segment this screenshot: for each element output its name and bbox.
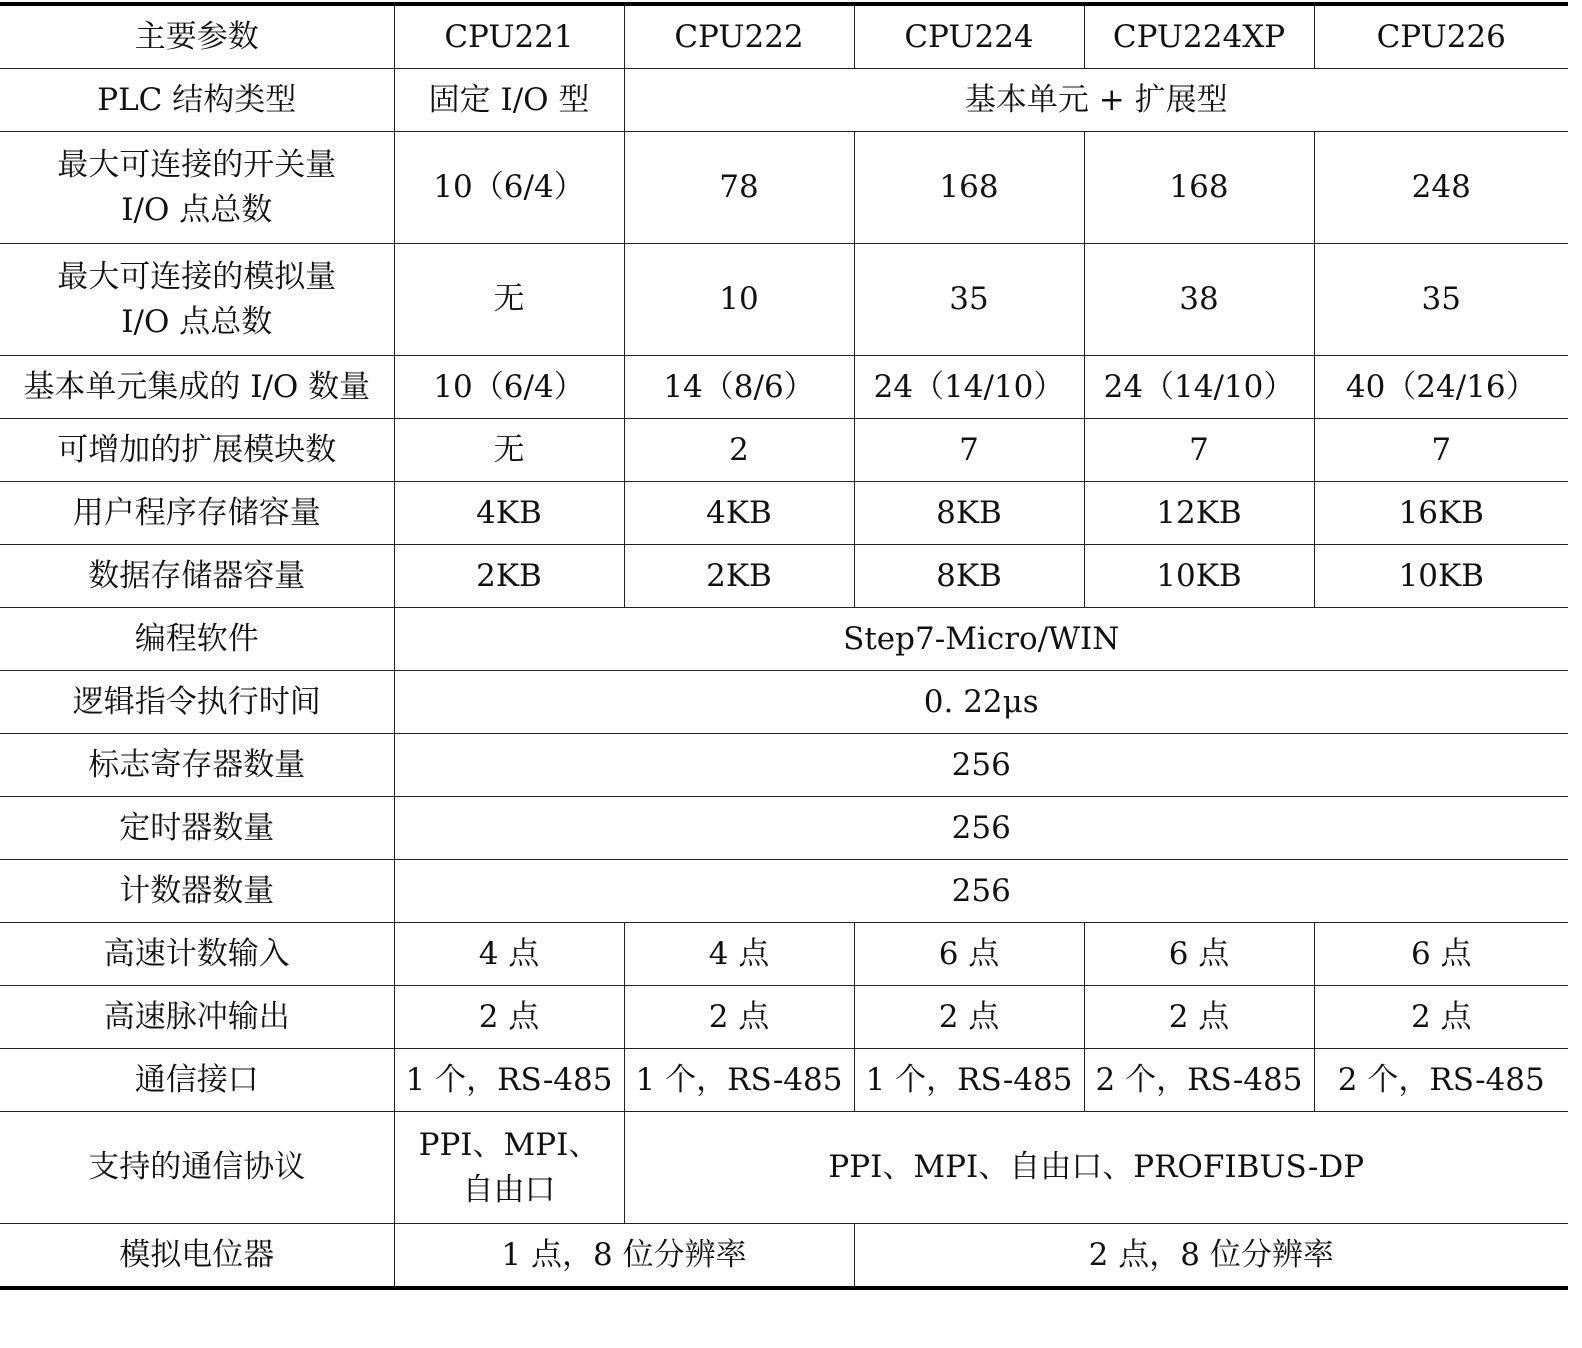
value-cell: 2 点，8 位分辨率 (854, 1224, 1568, 1289)
table-row (0, 419, 1568, 482)
param-label-cell: 高速计数输入 (0, 923, 394, 986)
value-cell: 248 (1314, 132, 1568, 244)
value-cell: 78 (624, 132, 854, 244)
value-cell: 12KB (1084, 482, 1314, 545)
value-cell: 256 (394, 734, 1568, 797)
table-row (0, 734, 1568, 797)
value-cell: 10（6/4） (394, 132, 624, 244)
value-cell: 256 (394, 797, 1568, 860)
param-label-cell: PLC 结构类型 (0, 69, 394, 132)
table-row (0, 356, 1568, 419)
table-row (0, 608, 1568, 671)
value-cell: 无 (394, 419, 624, 482)
value-cell: 2 点 (394, 986, 624, 1049)
value-cell: 2KB (624, 545, 854, 608)
value-cell: 35 (1314, 244, 1568, 356)
value-cell: 2 点 (854, 986, 1084, 1049)
value-cell: 6 点 (1314, 923, 1568, 986)
value-cell: 2 点 (1084, 986, 1314, 1049)
value-cell: 10KB (1084, 545, 1314, 608)
value-cell: 1 个，RS-485 (854, 1049, 1084, 1112)
value-cell: 2 点 (624, 986, 854, 1049)
value-cell: 4 点 (624, 923, 854, 986)
table-row (0, 1049, 1568, 1112)
table-row (0, 1112, 1568, 1224)
value-cell: 2 (624, 419, 854, 482)
param-label-cell: 最大可连接的开关量 I/O 点总数 (0, 132, 394, 244)
value-cell: 14（8/6） (624, 356, 854, 419)
table-row (0, 860, 1568, 923)
value-cell: 固定 I/O 型 (394, 69, 624, 132)
header-cell-cpu226: CPU226 (1314, 4, 1568, 69)
table-row (0, 482, 1568, 545)
table-row (0, 797, 1568, 860)
param-label-cell: 数据存储器容量 (0, 545, 394, 608)
table-row (0, 69, 1568, 132)
value-cell: 0. 22μs (394, 671, 1568, 734)
value-cell: 1 点，8 位分辨率 (394, 1224, 854, 1289)
value-cell: 无 (394, 244, 624, 356)
spec-table-body (0, 4, 1568, 1288)
param-label-cell: 最大可连接的模拟量 I/O 点总数 (0, 244, 394, 356)
param-label-cell: 模拟电位器 (0, 1224, 394, 1289)
param-label-cell: 标志寄存器数量 (0, 734, 394, 797)
table-row (0, 671, 1568, 734)
param-label-cell: 可增加的扩展模块数 (0, 419, 394, 482)
value-cell: 6 点 (1084, 923, 1314, 986)
param-label-cell: 支持的通信协议 (0, 1112, 394, 1224)
header-cell-cpu221: CPU221 (394, 4, 624, 69)
value-cell: 256 (394, 860, 1568, 923)
param-label-cell: 逻辑指令执行时间 (0, 671, 394, 734)
table-row (0, 244, 1568, 356)
param-label-cell: 编程软件 (0, 608, 394, 671)
value-cell: PPI、MPI、 自由口 (394, 1112, 624, 1224)
param-label-cell: 用户程序存储容量 (0, 482, 394, 545)
table-row (0, 1224, 1568, 1289)
value-cell: 35 (854, 244, 1084, 356)
value-cell: 基本单元 + 扩展型 (624, 69, 1568, 132)
value-cell: PPI、MPI、自由口、PROFIBUS-DP (624, 1112, 1568, 1224)
param-label-cell: 基本单元集成的 I/O 数量 (0, 356, 394, 419)
value-cell: 7 (854, 419, 1084, 482)
spec-table (0, 2, 1568, 1290)
value-cell: 6 点 (854, 923, 1084, 986)
value-cell: 4KB (394, 482, 624, 545)
value-cell: 38 (1084, 244, 1314, 356)
table-row (0, 132, 1568, 244)
param-label-cell: 高速脉冲输出 (0, 986, 394, 1049)
value-cell: 8KB (854, 545, 1084, 608)
param-label-cell: 计数器数量 (0, 860, 394, 923)
value-cell: 10（6/4） (394, 356, 624, 419)
value-cell: 168 (1084, 132, 1314, 244)
value-cell: 2 点 (1314, 986, 1568, 1049)
value-cell: 2 个，RS-485 (1314, 1049, 1568, 1112)
value-cell: 7 (1314, 419, 1568, 482)
value-cell: 10KB (1314, 545, 1568, 608)
value-cell: 168 (854, 132, 1084, 244)
value-cell: 8KB (854, 482, 1084, 545)
value-cell: 24（14/10） (1084, 356, 1314, 419)
param-label-cell: 定时器数量 (0, 797, 394, 860)
header-cell-cpu222: CPU222 (624, 4, 854, 69)
value-cell: 2KB (394, 545, 624, 608)
table-row (0, 986, 1568, 1049)
param-label-cell: 通信接口 (0, 1049, 394, 1112)
value-cell: 7 (1084, 419, 1314, 482)
value-cell: Step7-Micro/WIN (394, 608, 1568, 671)
value-cell: 40（24/16） (1314, 356, 1568, 419)
value-cell: 2 个，RS-485 (1084, 1049, 1314, 1112)
value-cell: 10 (624, 244, 854, 356)
header-cell-cpu224: CPU224 (854, 4, 1084, 69)
value-cell: 1 个，RS-485 (394, 1049, 624, 1112)
value-cell: 1 个，RS-485 (624, 1049, 854, 1112)
value-cell: 24（14/10） (854, 356, 1084, 419)
value-cell: 16KB (1314, 482, 1568, 545)
table-row (0, 923, 1568, 986)
header-cell-cpu224xp: CPU224XP (1084, 4, 1314, 69)
value-cell: 4KB (624, 482, 854, 545)
header-row (0, 4, 1568, 69)
table-row (0, 545, 1568, 608)
value-cell: 4 点 (394, 923, 624, 986)
header-cell-param: 主要参数 (0, 4, 394, 69)
